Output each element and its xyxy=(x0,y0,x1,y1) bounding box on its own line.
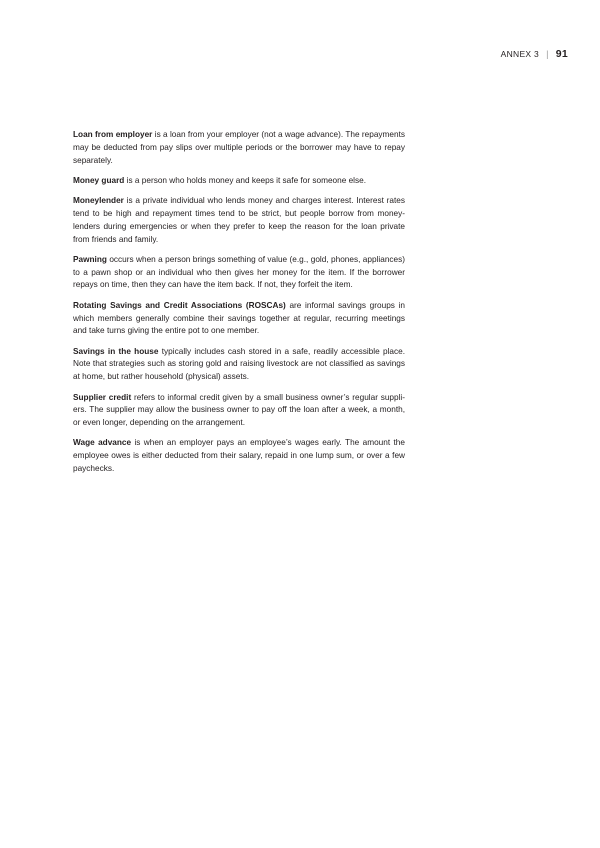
glossary-entry-moneylender xyxy=(73,195,405,246)
glossary-term: Supplier credit xyxy=(73,392,132,402)
glossary-term: Wage advance xyxy=(73,438,132,448)
glossary-term: Moneylender xyxy=(73,196,124,206)
glossary-term: Loan from employer xyxy=(73,130,153,139)
glossary-definition: refers to informal credit given by a small business owner’s regular suppliers. The supplier may allow the business owner to pay off the loan after a week, a month, or even longer, depending on the arrangement. xyxy=(73,392,405,428)
glossary-definition: typically includes cash stored in a safe, readily accessible place. Note that strategies such as storing gold and raising livestock are not classified as savings at home, but rather household (physical) assets. xyxy=(73,346,405,382)
glossary-list xyxy=(73,129,405,483)
section-label: ANNEX 3 xyxy=(500,49,540,59)
glossary-entry-savings-in-the-house xyxy=(73,346,405,384)
glossary-entry-money-guard xyxy=(73,175,405,188)
glossary-definition: are informal savings groups in which members generally combine their savings together at regular, recurring meetings and take turns giving the entire pot to one member. xyxy=(73,300,405,336)
glossary-term: Money guard xyxy=(73,175,125,185)
glossary-definition: is a private individual who lends money and charges interest. Interest rates tend to be high and repayment times tend to be strict, but people borrow from moneylenders during emergencies or when they prefer to keep the reason for the loan private from friends and family. xyxy=(73,196,405,244)
glossary-entry-roscas xyxy=(73,300,405,338)
glossary-definition: is a person who holds money and keeps it safe for someone else. xyxy=(124,175,367,185)
glossary-entry-pawning xyxy=(73,254,405,292)
header-separator: | xyxy=(546,49,549,59)
glossary-definition: occurs when a person brings something of value (e.g., gold, phones, appliances) to a pawn shop or an individual who then gives her money for the item. If the borrower repays on time, then they can have the item back. If not, they forfeit the item. xyxy=(73,254,405,290)
page-number: 91 xyxy=(555,48,568,60)
glossary-term: Savings in the house xyxy=(73,346,159,356)
glossary-term: Rotating Savings and Credit Associations (ROSCAs) xyxy=(73,300,286,310)
glossary-entry-wage-advance xyxy=(73,437,405,475)
glossary-entry-supplier-credit xyxy=(73,392,405,430)
running-header xyxy=(501,48,568,60)
glossary-definition: is a loan from your employer (not a wage advance). The repayments may be deducted from pay slips over multiple periods or the borrower may have to repay separately. xyxy=(73,130,405,165)
glossary-entry-loan-from-employer xyxy=(73,129,405,167)
glossary-term: Pawning xyxy=(73,254,107,264)
glossary-definition: is when an employer pays an employee’s wages early. The amount the employee owes is either deducted from their salary, repaid in one lump sum, or over a few paychecks. xyxy=(73,438,405,474)
